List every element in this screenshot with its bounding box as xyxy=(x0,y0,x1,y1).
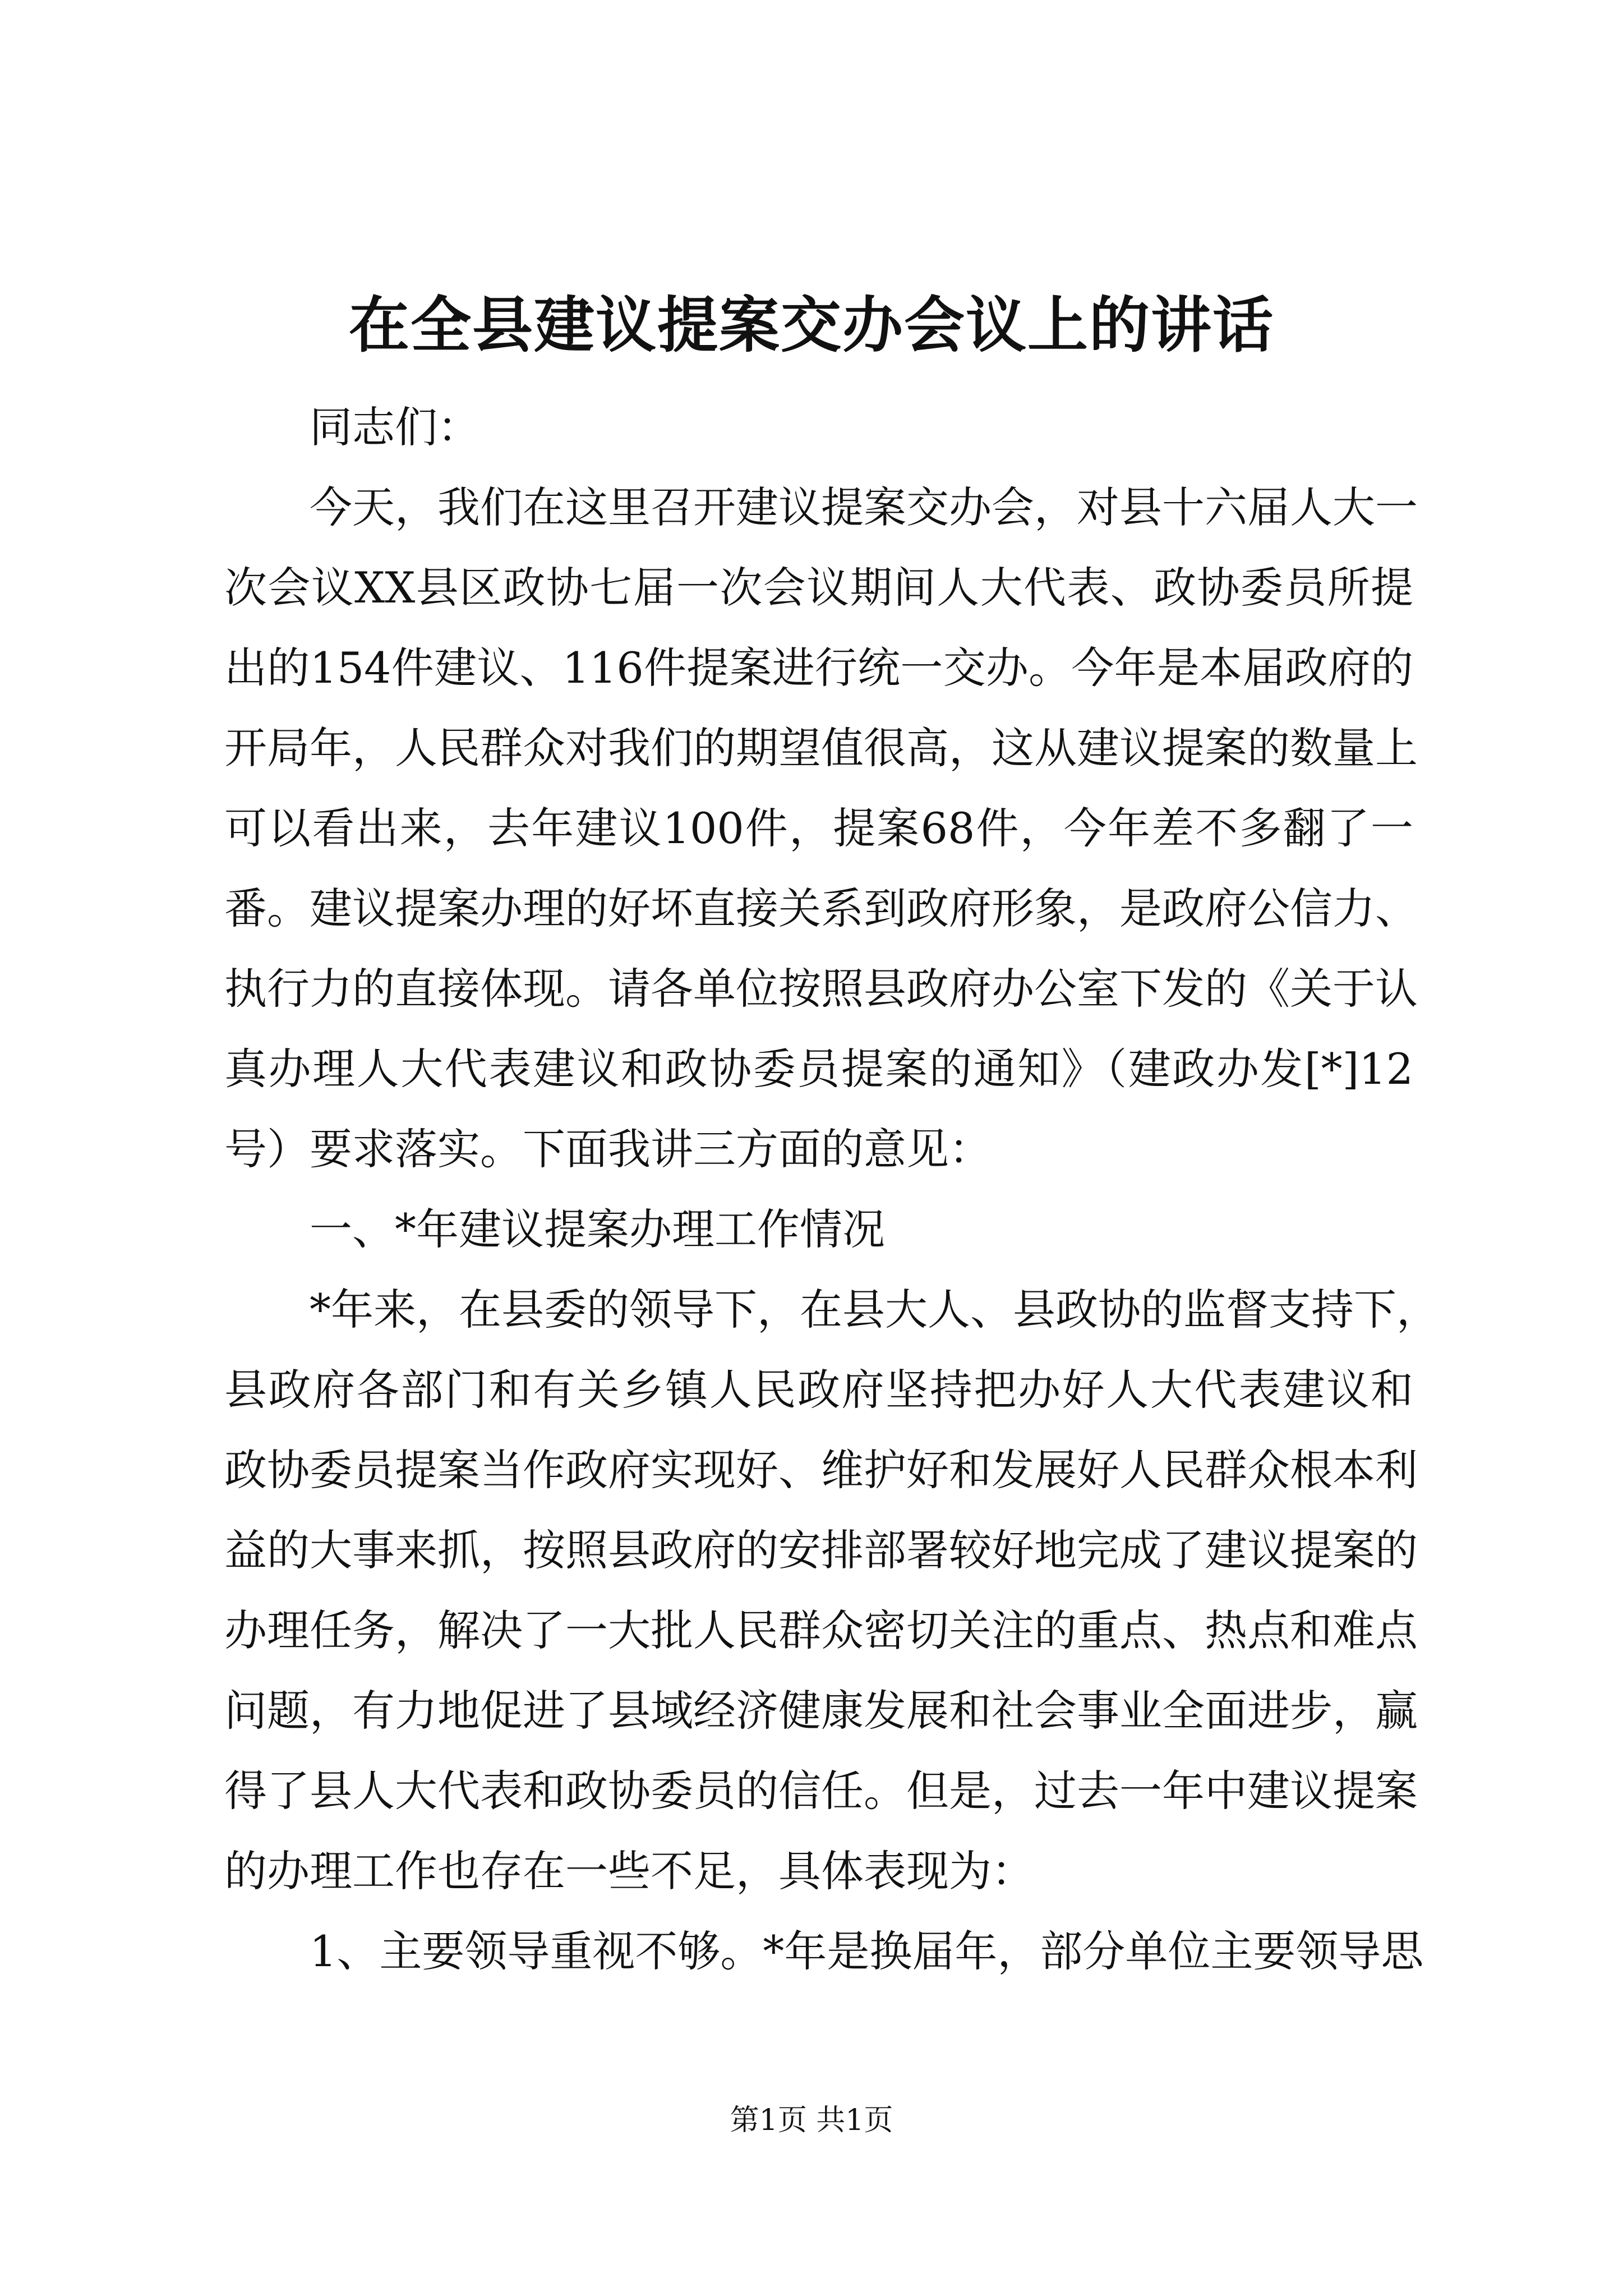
paragraph-line: 今天，我们在这里召开建议提案交办会，对县十六届人大一 xyxy=(310,482,1418,532)
paragraph-line: 的办理工作也存在一些不足，具体表现为： xyxy=(224,1846,1034,1896)
paragraph-line: 得了县人大代表和政协委员的信任。但是，过去一年中建议提案 xyxy=(224,1766,1418,1816)
paragraph-line: 真办理人大代表建议和政协委员提案的通知》（建政办发[*]12 xyxy=(224,1044,1413,1094)
page-footer: 第1页 共1页 xyxy=(730,2104,893,2137)
paragraph-line: *年来，在县委的领导下，在县大人、县政协的监督支持下， xyxy=(310,1285,1439,1335)
paragraph-line: 办理任务，解决了一大批人民群众密切关注的重点、热点和难点 xyxy=(224,1605,1418,1655)
paragraph-line: 次会议XX县区政协七届一次会议期间人大代表、政协委员所提 xyxy=(224,563,1413,613)
paragraph-line: 1、主要领导重视不够。*年是换届年，部分单位主要领导思 xyxy=(310,1926,1424,1976)
paragraph-line: 出的154件建议、116件提案进行统一交办。今年是本届政府的 xyxy=(224,643,1413,693)
paragraph-line: 执行力的直接体现。请各单位按照县政府办公室下发的《关于认 xyxy=(224,964,1418,1014)
paragraph-line: 番。建议提案办理的好坏直接关系到政府形象，是政府公信力、 xyxy=(224,884,1418,933)
section-heading: 一、*年建议提案办理工作情况 xyxy=(310,1204,885,1254)
paragraph-line: 开局年，人民群众对我们的期望值很高，这从建议提案的数量上 xyxy=(224,723,1418,773)
paragraph-line: 问题，有力地促进了县域经济健康发展和社会事业全面进步，赢 xyxy=(224,1686,1418,1736)
paragraph-line: 益的大事来抓，按照县政府的安排部署较好地完成了建议提案的 xyxy=(224,1525,1418,1575)
document-body xyxy=(224,387,1439,1991)
paragraph-line: 可以看出来，去年建议100件，提案68件，今年差不多翻了一 xyxy=(224,803,1413,853)
paragraph-line: 县政府各部门和有关乡镇人民政府坚持把办好人大代表建议和 xyxy=(224,1365,1413,1415)
paragraph-line: 号）要求落实。下面我讲三方面的意见： xyxy=(224,1124,992,1174)
document-title: 在全县建议提案交办会议上的讲话 xyxy=(348,290,1274,361)
paragraph-line: 政协委员提案当作政府实现好、维护好和发展好人民群众根本利 xyxy=(224,1445,1418,1495)
salutation-line: 同志们： xyxy=(310,402,480,452)
